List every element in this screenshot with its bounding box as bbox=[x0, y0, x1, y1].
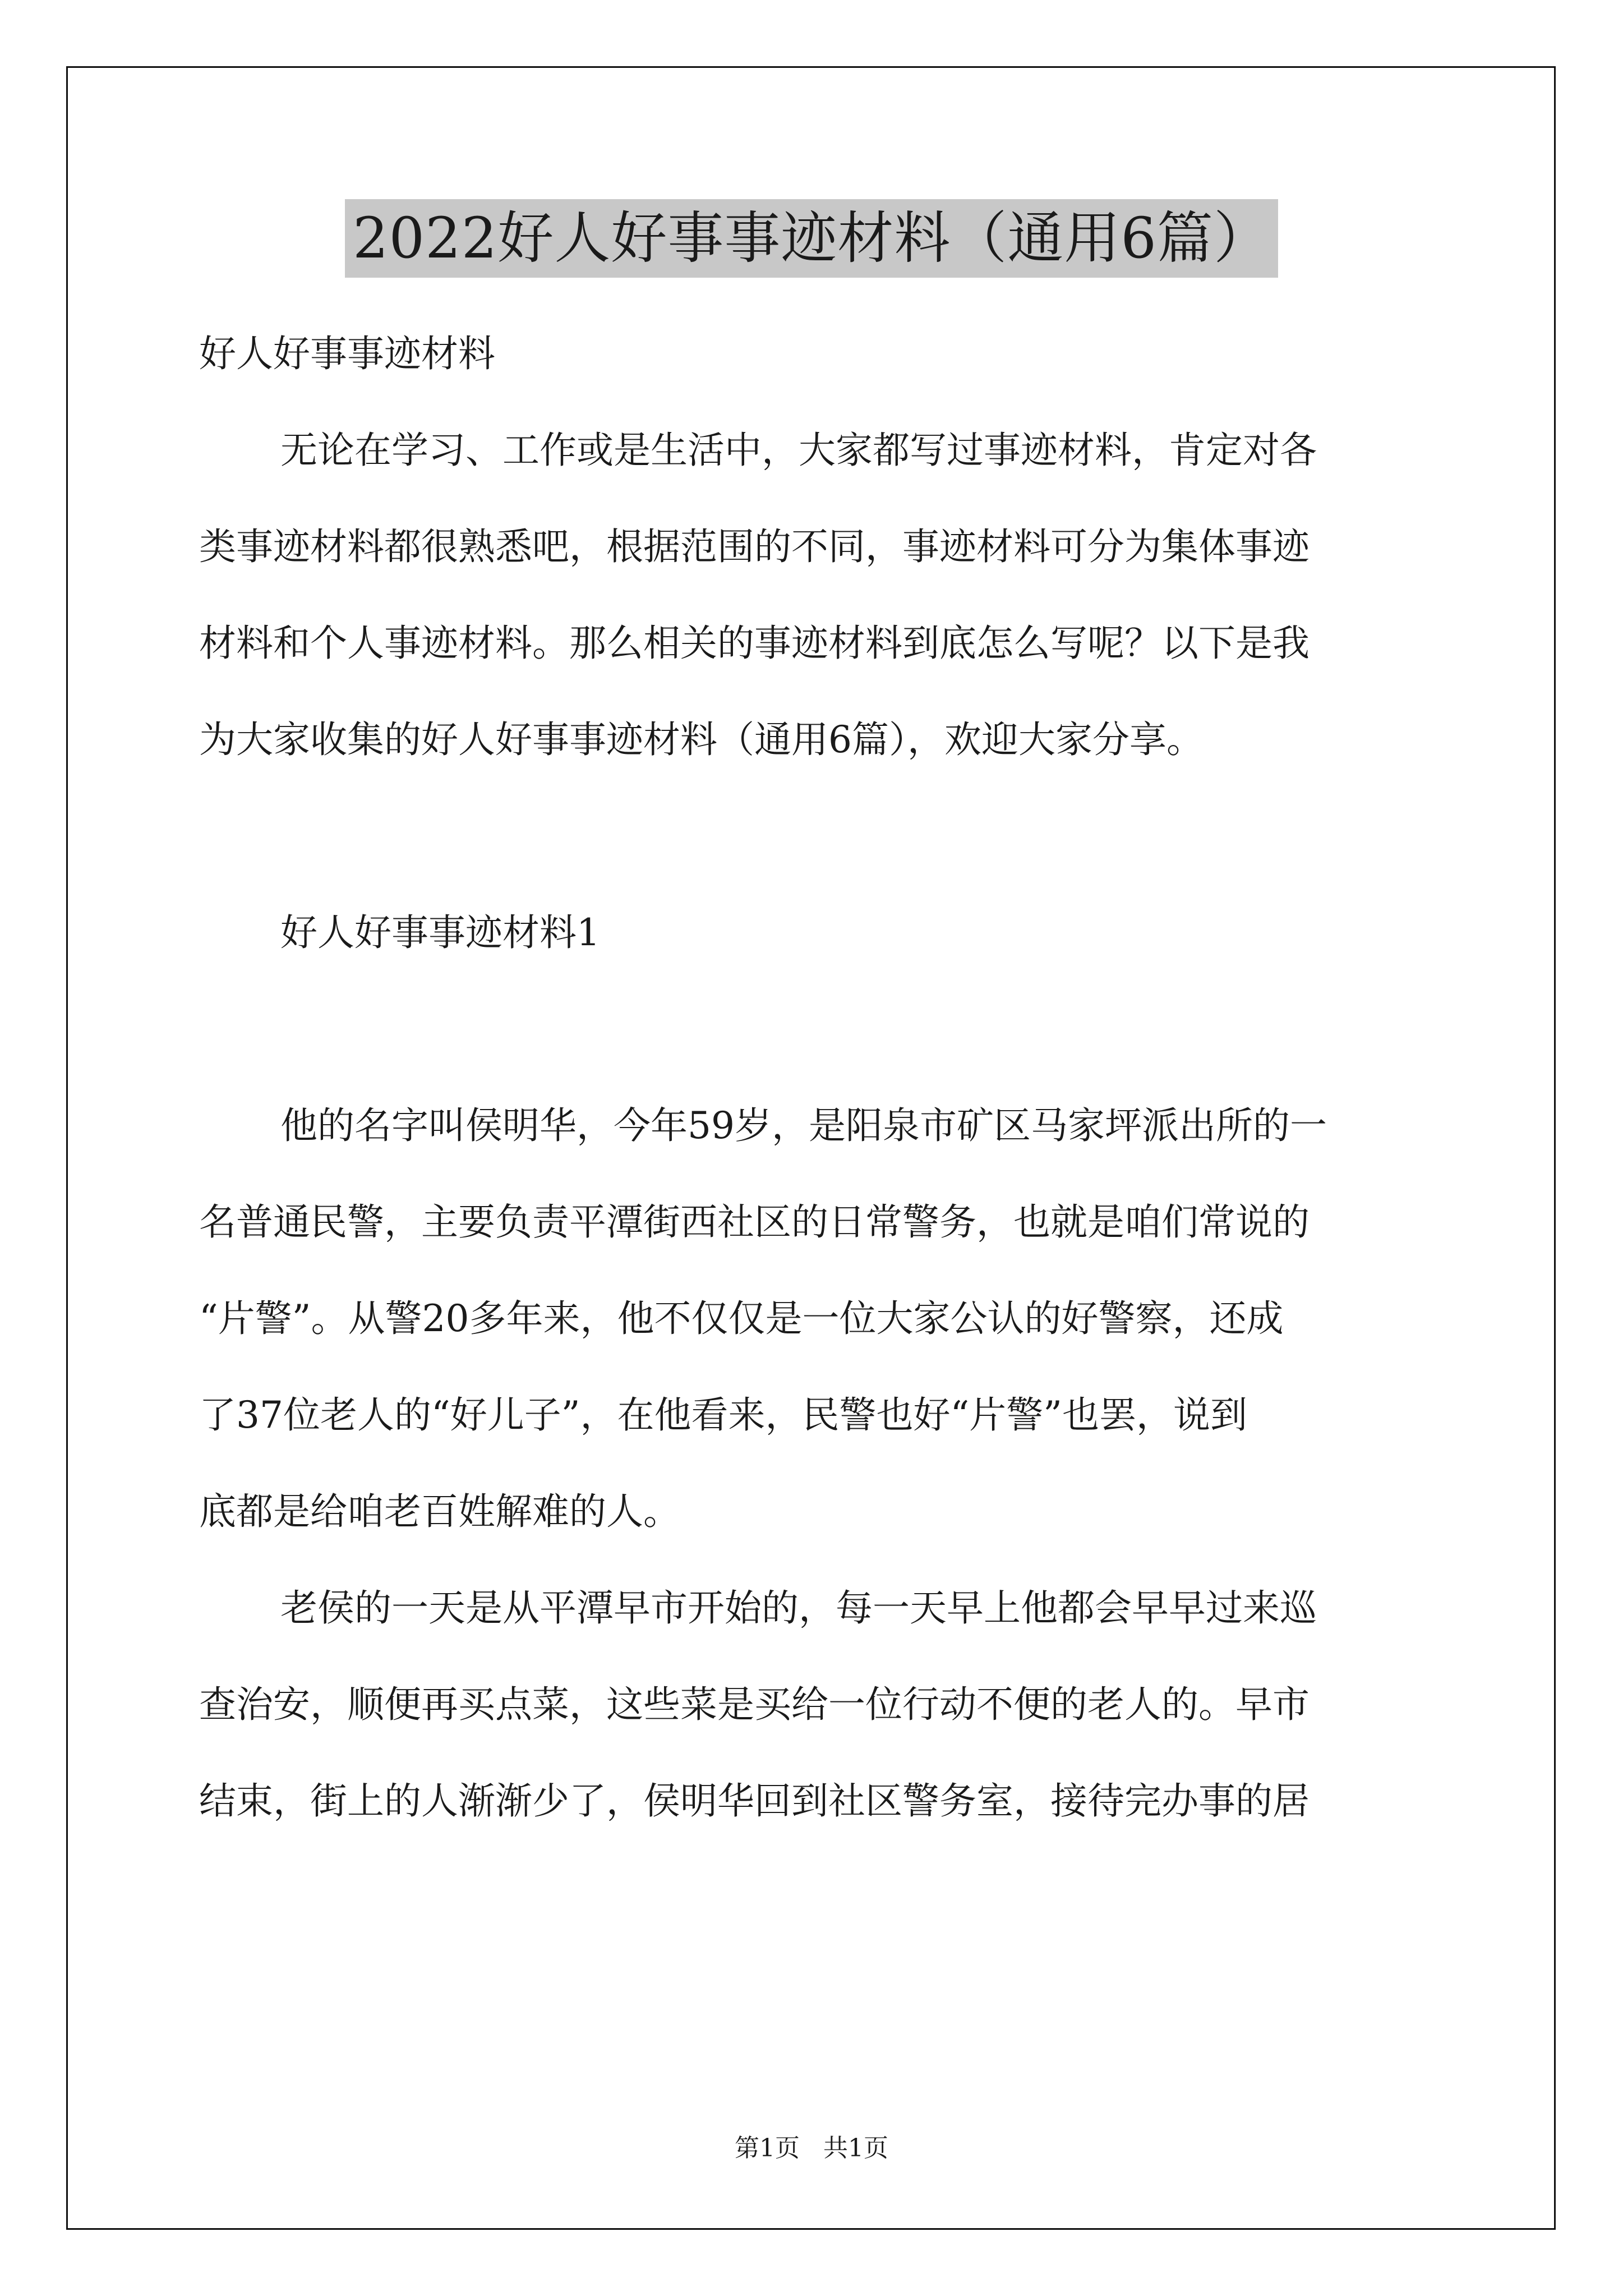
blank-line bbox=[199, 788, 1427, 885]
title-container bbox=[0, 199, 1623, 278]
paragraph-line: 老侯的一天是从平潭早市开始的，每一天早上他都会早早过来巡 bbox=[280, 1586, 1317, 1630]
intro-line: 类事迹材料都很熟悉吧，根据范围的不同，事迹材料可分为集体事迹 bbox=[199, 525, 1310, 568]
paragraph-line: 他的名字叫侯明华，今年59岁，是阳泉市矿区马家坪派出所的一 bbox=[280, 1104, 1327, 1147]
paragraph-line: 了37位老人的“好儿子”，在他看来，民警也好“片警”也罢，说到 bbox=[199, 1393, 1247, 1437]
intro-line: 无论在学习、工作或是生活中，大家都写过事迹材料，肯定对各 bbox=[280, 429, 1317, 472]
paragraph-line: 查治安，顺便再买点菜，这些菜是买给一位行动不便的老人的。早市 bbox=[199, 1683, 1310, 1726]
document-body bbox=[199, 306, 1427, 1849]
paragraph-line: 名普通民警，主要负责平潭街西社区的日常警务，也就是咱们常说的 bbox=[199, 1200, 1310, 1244]
intro-line: 材料和个人事迹材料。那么相关的事迹材料到底怎么写呢？以下是我 bbox=[199, 622, 1310, 665]
section-heading: 好人好事事迹材料1 bbox=[280, 911, 600, 954]
paragraph-line: “片警”。从警20多年来，他不仅仅是一位大家公认的好警察，还成 bbox=[199, 1297, 1284, 1340]
page-footer: 第1页 共1页 bbox=[735, 2134, 888, 2162]
paragraph-line: 结束，街上的人渐渐少了，侯明华回到社区警务室，接待完办事的居 bbox=[199, 1779, 1310, 1823]
blank-line bbox=[199, 981, 1427, 1078]
paragraph-line: 底都是给咱老百姓解难的人。 bbox=[199, 1490, 680, 1533]
intro-line: 为大家收集的好人好事事迹材料（通用6篇），欢迎大家分享。 bbox=[199, 718, 1204, 761]
subtitle: 好人好事事迹材料 bbox=[199, 332, 495, 375]
document-title: 2022好人好事事迹材料（通用6篇） bbox=[345, 199, 1278, 278]
